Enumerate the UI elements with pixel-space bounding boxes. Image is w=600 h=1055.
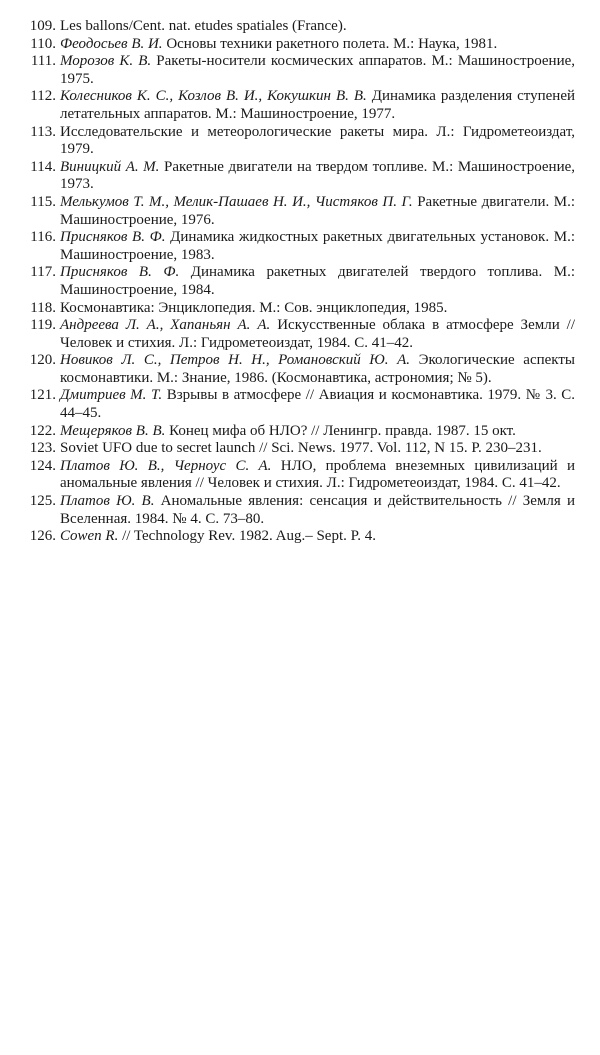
reference-number: 123.: [29, 440, 56, 457]
reference-number: 126.: [29, 528, 56, 545]
reference-item: [20, 264, 575, 299]
reference-number: 113.: [30, 123, 56, 140]
reference-item: [20, 36, 575, 54]
reference-item: [20, 194, 575, 229]
reference-author: Платов Ю. В., Черноус С. А.: [60, 457, 272, 474]
reference-item: [20, 493, 575, 528]
reference-body: [60, 124, 575, 159]
reference-text: Динамика ракетных двигателей твердого топлива. М.: Машиностроение, 1984.: [60, 264, 576, 298]
reference-item: [20, 229, 575, 264]
reference-body: [60, 317, 575, 352]
reference-text: Основы техники ракетного полета. М.: Наука, 1981.: [166, 35, 498, 52]
reference-text: Исследовательские и метеорологические ракеты мира. Л.: Гидрометеоиздат, 1979.: [60, 123, 575, 158]
reference-body: [60, 53, 575, 88]
reference-text: Динамика жидкостных ракетных двигательных установок. М.: Машиностроение, 1983.: [60, 229, 576, 263]
reference-number: 119.: [30, 317, 56, 334]
reference-text: Ракетные двигатели на твердом топливе. М.: Машиностроение, 1973.: [60, 158, 576, 193]
reference-body: [60, 423, 575, 441]
reference-text: Аномальные явления: сенсация и действительность // Земля и Вселенная. 1984. № 4. С. 73–80.: [60, 493, 575, 527]
reference-item: [20, 18, 575, 36]
reference-number: 114.: [30, 158, 56, 175]
reference-number: 120.: [29, 352, 56, 369]
reference-item: [20, 387, 575, 422]
reference-author: Присняков В. Ф.: [60, 264, 180, 281]
reference-text: НЛО, проблема внеземных цивилизаций и аномальные явления // Человек и стихия. Л.: Гидрометеоиздат, 1984. С. 41–42.: [60, 457, 575, 492]
reference-author: Мелькумов Т. М., Мелик-Пашаев Н. И., Чистяков П. Г.: [60, 193, 413, 210]
reference-text: Космонавтика: Энциклопедия. М.: Сов. энциклопедия, 1985.: [60, 299, 448, 316]
reference-item: [20, 528, 575, 546]
reference-text: // Technology Rev. 1982. Aug.– Sept. P. 4.: [122, 528, 377, 545]
reference-author: Новиков Л. С., Петров Н. Н., Романовский Ю. А.: [60, 352, 411, 369]
reference-text: Экологические аспекты космонавтики. М.: Знание, 1986. (Космонавтика, астрономия; № 5).: [60, 352, 576, 386]
reference-item: [20, 159, 575, 194]
reference-item: [20, 423, 575, 441]
reference-body: [60, 18, 575, 36]
reference-author: Дмитриев М. Т.: [60, 387, 163, 404]
reference-body: [60, 264, 575, 299]
reference-body: [60, 88, 575, 123]
reference-number: 117.: [30, 264, 56, 281]
reference-author: Андреева Л. А., Хапаньян А. А.: [60, 317, 271, 334]
reference-number: 121.: [29, 387, 56, 404]
reference-number: 109.: [29, 18, 56, 34]
reference-number: 118.: [30, 299, 56, 316]
reference-body: [60, 352, 575, 387]
reference-item: [20, 124, 575, 159]
reference-item: [20, 458, 575, 493]
reference-item: [20, 88, 575, 123]
reference-text: Конец мифа об НЛО? // Ленингр. правда. 1987. 15 окт.: [169, 422, 516, 439]
reference-body: [60, 387, 575, 422]
reference-item: [20, 317, 575, 352]
reference-item: [20, 440, 575, 458]
reference-number: 115.: [30, 193, 56, 210]
reference-body: [60, 493, 575, 528]
reference-text: Ракетные двигатели. М.: Машиностроение, 1976.: [60, 193, 576, 228]
reference-body: [60, 458, 575, 493]
reference-number: 125.: [29, 493, 56, 510]
reference-body: [60, 159, 575, 194]
reference-item: [20, 352, 575, 387]
reference-text: Les ballons/Cent. nat. etudes spatiales (France).: [60, 18, 347, 34]
reference-body: [60, 440, 575, 458]
reference-author: Виницкий А. М.: [60, 158, 160, 175]
reference-text: Ракеты-носители космических аппаратов. М.: Машиностроение, 1975.: [60, 53, 576, 87]
reference-text: Soviet UFO due to secret launch // Sci. News. 1977. Vol. 112, N 15. P. 230–231.: [60, 440, 542, 457]
reference-list: [20, 18, 575, 546]
reference-text: Динамика разделения ступеней летательных аппаратов. М.: Машиностроение, 1977.: [60, 88, 576, 122]
reference-body: [60, 194, 575, 229]
reference-author: Платов Ю. В.: [60, 493, 155, 510]
reference-author: Присняков В. Ф.: [60, 229, 166, 246]
reference-number: 111.: [30, 53, 56, 70]
reference-author: Колесников К. С., Козлов В. И., Кокушкин В. В.: [60, 88, 367, 105]
reference-body: [60, 229, 575, 264]
reference-item: [20, 53, 575, 88]
reference-number: 112.: [30, 88, 56, 105]
reference-item: [20, 300, 575, 318]
reference-author: Cowen R.: [60, 528, 119, 545]
reference-body: [60, 300, 575, 318]
reference-author: Морозов К. В.: [60, 53, 152, 70]
reference-author: Мещеряков В. В.: [60, 422, 166, 439]
reference-number: 124.: [29, 457, 56, 474]
reference-author: Феодосьев В. И.: [60, 35, 163, 52]
reference-body: [60, 36, 575, 54]
reference-number: 122.: [29, 422, 56, 439]
reference-body: [60, 528, 575, 546]
reference-text: Взрывы в атмосфере // Авиация и космонавтика. 1979. № 3. С. 44–45.: [60, 387, 576, 422]
reference-number: 116.: [30, 229, 56, 246]
reference-number: 110.: [30, 35, 56, 52]
reference-text: Искусственные облака в атмосфере Земли // Человек и стихия. Л.: Гидрометеоиздат, 1984. С. 41–42.: [60, 317, 575, 351]
